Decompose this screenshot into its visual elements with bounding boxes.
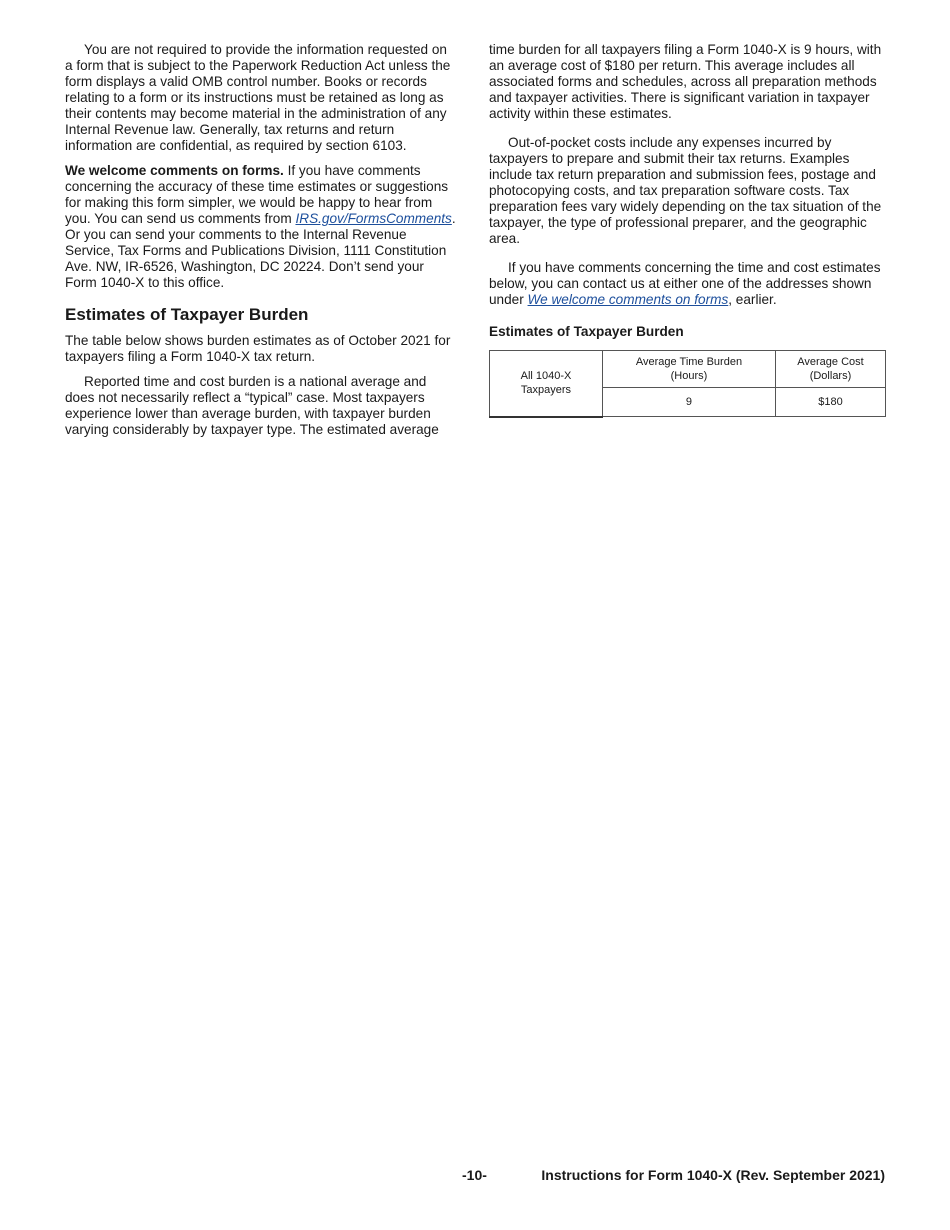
page-number: -10-	[462, 1167, 487, 1183]
burden-average-paragraph: Reported time and cost burden is a national average and does not necessarily reflect a “typical” case. Most taxpayers experience lower than average burden, with taxpayer burden varying considerably by taxpayer type. The estimated average	[65, 374, 439, 437]
cost-header	[775, 351, 885, 388]
comments-lead: We welcome comments on forms.	[65, 163, 284, 178]
comments-text-b: . Or you can send your comments to the Internal Revenue Service, Tax Forms and Publications Division, 1111 Constitution Ave. NW, IR-6526, Washington, DC 20224. Don’t send your Form 1040-X to this office.	[65, 211, 456, 290]
time-burden-header	[603, 351, 776, 388]
contact-text-a: If you have comments concerning the time and cost estimates below, you can contact us at either one of the addresses shown under	[489, 260, 881, 307]
paperwork-paragraph: You are not required to provide the information requested on a form that is subject to the Paperwork Reduction Act unless the form displays a valid OMB control number. Books or records relating to a form or its instructions must be retained as long as their contents may become material in the administration of any Internal Revenue law. Generally, tax returns and return information are confidential, as required by section 6103.	[65, 42, 451, 153]
row-label-cell	[490, 351, 603, 417]
row-label-line2: Taxpayers	[520, 384, 572, 397]
footer-title: Instructions for Form 1040-X (Rev. September 2021)	[541, 1167, 885, 1183]
burden-continued-paragraph: time burden for all taxpayers filing a Form 1040-X is 9 hours, with an average cost of $180 per return. This average includes all associated forms and schedules, across all preparation methods and taxpayer activities. There is significant variation in taxpayer activity within these estimates.	[489, 42, 882, 121]
welcome-comments-link[interactable]: We welcome comments on forms	[527, 292, 729, 307]
cost-header-line2: (Dollars)	[809, 370, 852, 382]
contact-text-b: , earlier.	[728, 292, 777, 307]
comments-text-a: If you have comments concerning the accuracy of these time estimates or suggestions for making this form simpler, we would be happy to hear from you. You can send us comments from	[65, 163, 449, 226]
cost-header-line1: Average Cost	[797, 356, 864, 368]
burden-intro-paragraph: The table below shows burden estimates as of October 2021 for taxpayers filing a Form 1040-X tax return.	[65, 333, 451, 364]
left-column	[65, 42, 457, 447]
burden-table	[489, 350, 886, 418]
row-label-line1: All 1040-X	[520, 370, 572, 383]
time-burden-value: 9	[603, 388, 776, 417]
cost-value: $180	[775, 388, 885, 417]
table-title: Estimates of Taxpayer Burden	[489, 324, 684, 339]
out-of-pocket-paragraph: Out-of-pocket costs include any expenses incurred by taxpayers to prepare and submit their tax returns. Examples include tax return preparation and submission fees, postage and photocopying costs, and tax preparation software costs. Tax preparation fees vary widely depending on the tax situation of the taxpayer, the type of professional preparer, and the geographic area.	[489, 135, 882, 246]
time-burden-header-line2: (Hours)	[670, 370, 708, 382]
contact-paragraph	[489, 260, 886, 308]
right-column	[489, 42, 886, 418]
irs-forms-comments-link[interactable]: IRS.gov/FormsComments	[295, 211, 452, 226]
comments-paragraph	[65, 163, 457, 291]
time-burden-header-line1: Average Time Burden	[635, 356, 743, 368]
section-heading: Estimates of Taxpayer Burden	[65, 305, 309, 324]
